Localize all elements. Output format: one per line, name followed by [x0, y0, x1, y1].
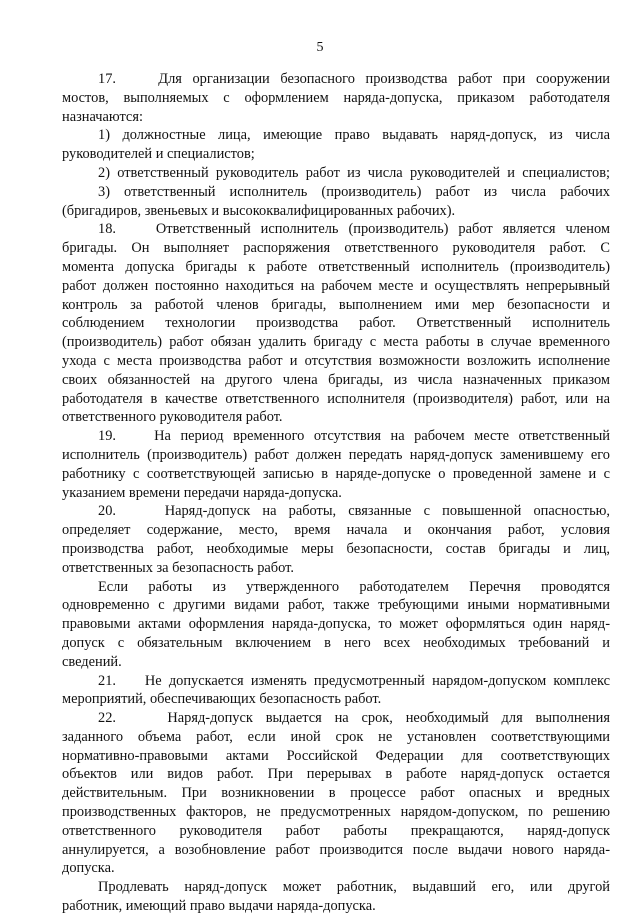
text-line: 1) должностные лица, имеющие право выдавать наряд-допуск, из числа: [98, 127, 610, 144]
text-line: контроль за работой членов бригады, выполнением ими мер безопасности и: [62, 296, 610, 313]
text-line: исполнитель (производитель) работ должен передать наряд-допуск заменившему его: [62, 446, 610, 463]
text-line: соблюдением технологии производства работ. Ответственный исполнитель: [62, 315, 610, 332]
text-line: 22. Наряд-допуск выдается на срок, необходимый для выполнения: [98, 710, 610, 727]
text-line: Если работы из утвержденного работодателем Перечня проводятся: [98, 578, 610, 595]
text-line: допуска.: [62, 860, 115, 877]
text-line: действительным. При возникновении в процессе работ опасных и вредных: [62, 785, 610, 802]
text-line: аннулируется, а возобновление работ производится после выдачи нового наряда-: [62, 841, 610, 858]
text-line: допуск с обязательным включением в него всех необходимых требований и: [62, 634, 610, 651]
text-line: своих обязанностей на другого члена бригады, из числа назначенных приказом: [62, 371, 610, 388]
text-line: определяет содержание, место, время начала и окончания работ, условия: [62, 522, 610, 539]
text-line: ответственных за безопасность работ.: [62, 559, 294, 576]
text-line: работнику с соответствующей записью в наряде-допуске о проведенной замене и с: [62, 465, 610, 482]
text-line: правовыми актами оформления наряда-допуска, то может оформляться один наряд-: [62, 616, 610, 633]
document-body: [62, 70, 610, 916]
text-line: 17. Для организации безопасного производства работ при сооружении: [98, 71, 610, 87]
text-line: объектов или видов работ. При перерывах в работе наряд-допуск остается: [62, 766, 610, 783]
text-line: (производитель) работ обязан удалить бригаду с места работы в случае временного: [62, 334, 610, 351]
text-line: производства работ, необходимые меры безопасности, состав бригады и лиц,: [62, 540, 610, 557]
text-line: указанием времени передачи наряда-допуска.: [62, 484, 342, 501]
text-line: работник, имеющий право выдачи наряда-допуска.: [62, 898, 376, 915]
text-line: нормативно-правовыми актами Российской Федерации для соответствующих: [62, 747, 610, 764]
text-line: работ должен постоянно находиться на рабочем месте и осуществлять непрерывный: [62, 277, 610, 294]
text-line: производственных факторов, не предусмотренных нарядом-допуском, по решению: [62, 804, 610, 821]
text-line: мероприятий, обеспечивающих безопасность работ.: [62, 691, 382, 708]
text-line: одновременно с другими видами работ, также требующими иными нормативными: [62, 597, 610, 614]
page-number: 5: [316, 40, 324, 55]
text-line: 2) ответственный руководитель работ из числа руководителей и специалистов;: [98, 164, 610, 181]
text-line: 21. Не допускается изменять предусмотренный нарядом-допуском комплекс: [98, 672, 610, 689]
text-line: 19. На период временного отсутствия на рабочем месте ответственный: [98, 428, 610, 445]
text-line: бригады. Он выполняет распоряжения ответственного руководителя работ. С: [62, 240, 610, 257]
text-line: 3) ответственный исполнитель (производитель) работ из числа рабочих: [98, 183, 610, 200]
text-line: момента допуска бригады к работе ответственный исполнитель (производитель): [62, 258, 610, 275]
text-line: руководителей и специалистов;: [62, 146, 255, 163]
text-line: Продлевать наряд-допуск может работник, выдавший его, или другой: [98, 879, 610, 896]
text-line: (бригадиров, звеньевых и высококвалифицированных рабочих).: [62, 202, 456, 219]
text-line: ответственного руководителя работ работы прекращаются, наряд-допуск: [62, 822, 610, 839]
text-line: назначаются:: [62, 108, 143, 125]
text-line: 20. Наряд-допуск на работы, связанные с повышенной опасностью,: [98, 503, 610, 520]
text-line: ухода с места производства работ и отсутствия возможности возложить исполнение: [62, 352, 610, 369]
text-line: работодателя в качестве ответственного исполнителя (производителя) работ, или на: [62, 390, 610, 407]
text-line: сведений.: [62, 653, 122, 670]
text-line: ответственного руководителя работ.: [62, 409, 283, 426]
text-line: 18. Ответственный исполнитель (производитель) работ является членом: [98, 221, 610, 238]
text-line: мостов, выполняемых с оформлением наряда-допуска, приказом работодателя: [62, 89, 610, 106]
text-line: заданного объема работ, если иной срок не установлен соответствующими: [62, 728, 610, 745]
